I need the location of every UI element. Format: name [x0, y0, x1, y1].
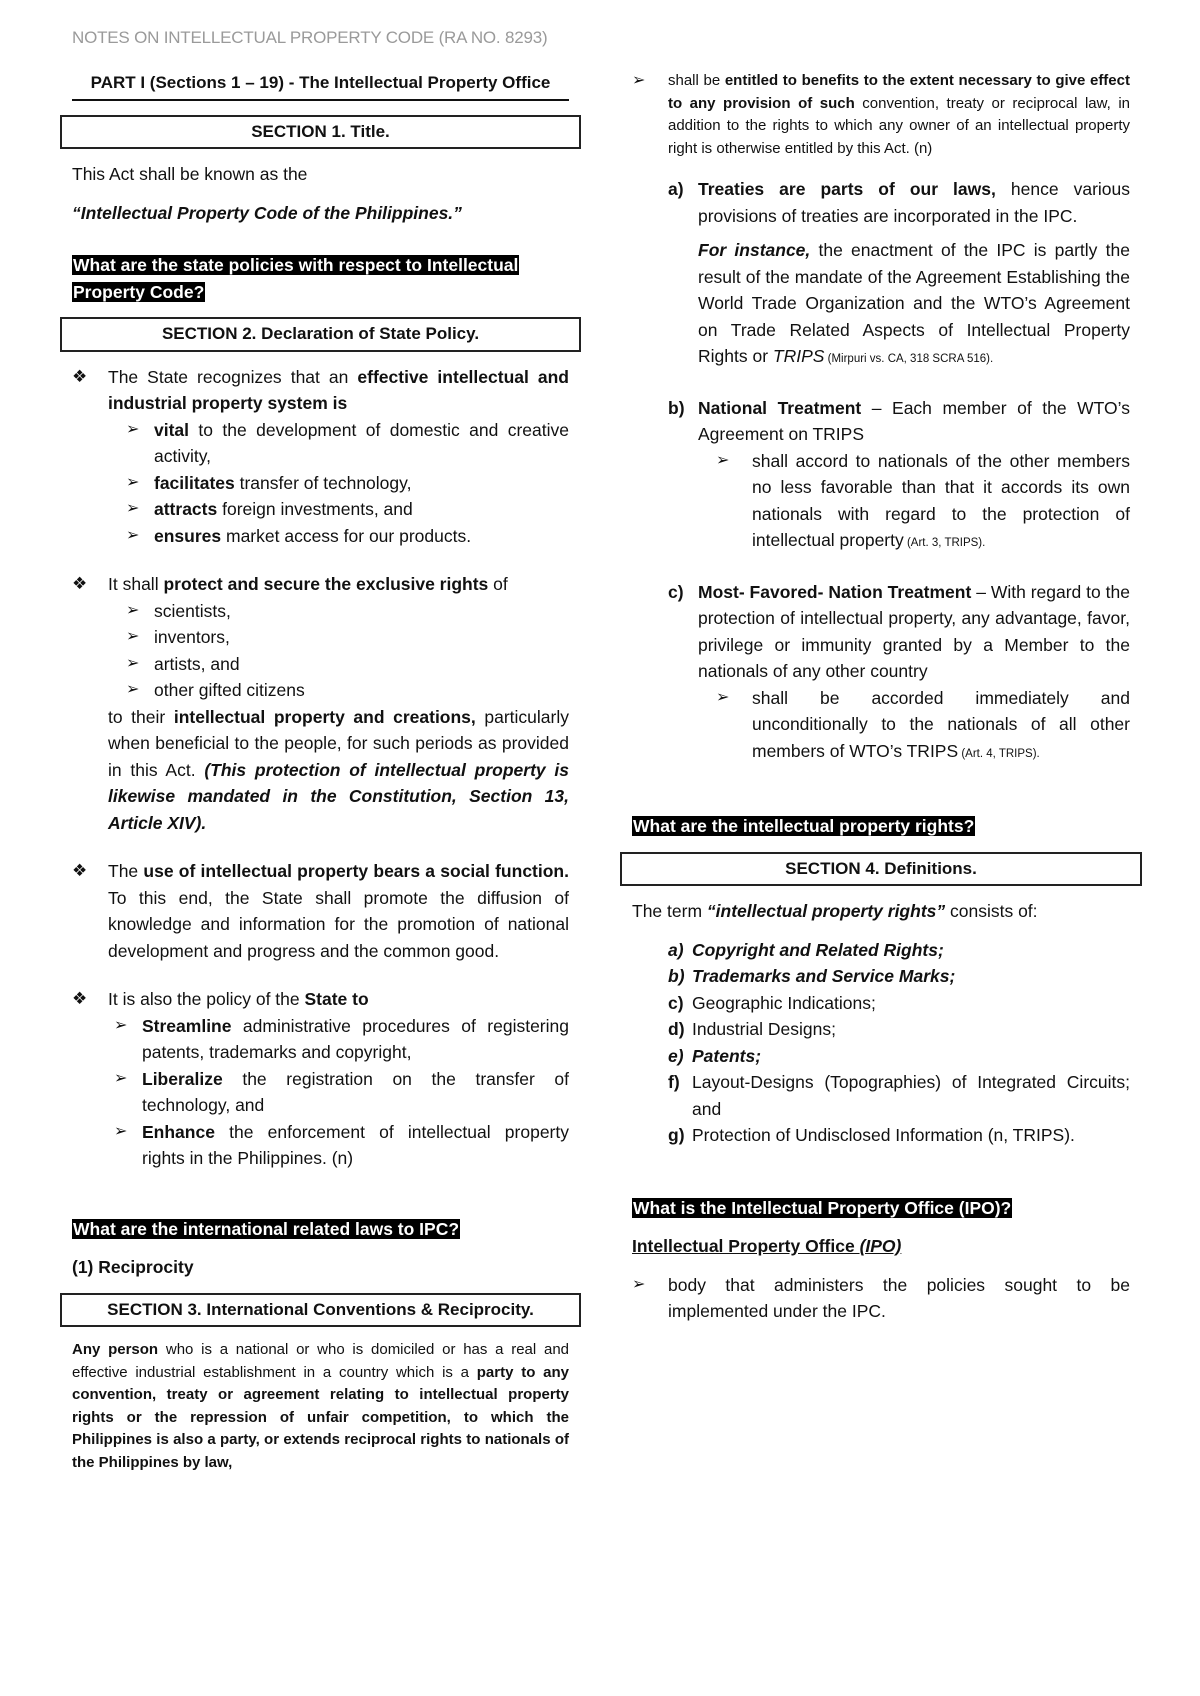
- list-item: d) Industrial Designs;: [668, 1019, 836, 1039]
- list-item: ➢ Streamline administrative procedures of registering patents, trademarks and copyright,: [114, 1013, 569, 1066]
- policy-item: ❖ The use of intellectual property bears a social function. To this end, the State shall promote the diffusion of knowledge and information for the promotion of national development and progress and the common good.: [72, 858, 569, 964]
- arrow-bullet-icon: ➢: [716, 451, 730, 469]
- arrow-bullet-icon: ➢: [632, 72, 646, 89]
- list-item: c) Geographic Indications;: [668, 992, 876, 1013]
- list-item: ➢ body that administers the policies sought to be implemented under the IPC.: [632, 1272, 1130, 1325]
- arrow-bullet-icon: ➢: [114, 1069, 128, 1087]
- arrow-bullet-icon: ➢: [632, 1275, 646, 1293]
- section-1-text: This Act shall be known as the: [72, 164, 308, 184]
- policy-item: ❖ It is also the policy of the State to ➢ Streamline administrative procedures of registering patents, trademarks and copyright, ➢ Liberalize the registration on the transfer of technology, and ➢ Enhance the enforcement of intellectual property rights in the Philippines. (n): [72, 986, 569, 1172]
- list-item: ➢ shall be accorded immediately and unconditionally to the nationals of all other members of WTO’s TRIPS (Art. 4, TRIPS).: [716, 685, 1130, 768]
- list-item: g) Protection of Undisclosed Information (n, TRIPS).: [668, 1125, 1075, 1145]
- list-item: ➢ attracts foreign investments, and: [126, 496, 569, 523]
- ipo-label: Intellectual Property Office (IPO): [632, 1236, 902, 1256]
- list-item: ➢ artists, and: [126, 651, 569, 678]
- question-banner-state-policies: What are the state policies with respect to Intellectual Property Code?: [73, 255, 519, 302]
- state-policy-list: [72, 364, 569, 1172]
- arrow-bullet-icon: ➢: [126, 601, 140, 619]
- arrow-bullet-icon: ➢: [126, 628, 140, 645]
- section-1-title: SECTION 1. Title.: [60, 115, 581, 150]
- question-banner-ipo: What is the Intellectual Property Office (IPO)?: [633, 1197, 1012, 1218]
- section-3-title: SECTION 3. International Conventions & Reciprocity.: [60, 1293, 581, 1328]
- list-item: ➢ Liberalize the registration on the transfer of technology, and: [114, 1066, 569, 1119]
- section-4-text: The term “intellectual property rights” consists of:: [632, 901, 1038, 921]
- section-4-title: SECTION 4. Definitions.: [620, 852, 1142, 887]
- list-item: ➢ other gifted citizens: [126, 677, 569, 704]
- list-item: ➢ scientists,: [126, 598, 569, 625]
- policy-item: ❖ It shall protect and secure the exclusive rights of ➢ scientists, ➢ inventors, ➢ artists, and ➢ other gifted citizens to their intellectual property and creations, particularly when beneficial to the people, for such periods as provided in this Act. (This protection of intellectual property is likewise mandated in the Constitution, Section 13, Article XIV).: [72, 571, 569, 836]
- policy-2-sublist: [126, 598, 569, 704]
- ipo-list: [632, 1272, 1130, 1325]
- list-item: f) Layout-Designs (Topographies) of Integrated Circuits; and: [668, 1072, 1130, 1119]
- arrow-bullet-icon: ➢: [126, 681, 140, 698]
- list-item: b) Trademarks and Service Marks;: [668, 966, 956, 986]
- ip-rights-list: [668, 937, 1130, 1149]
- list-item: e) Patents;: [668, 1045, 762, 1066]
- mfn-sublist: [716, 685, 1130, 768]
- left-column: [72, 70, 569, 1474]
- arrow-bullet-icon: ➢: [126, 473, 140, 491]
- list-item: ➢ shall accord to nationals of the other members no less favorable than that it accords its own nationals with regard to the protection of intellectual property (Art. 3, TRIPS).: [716, 448, 1130, 557]
- section-3-text: Any person who is a national or who is domiciled or has a real and effective industrial establishment in a country which is a party to any convention, treaty or agreement relating to intellectual property rights or the repression of unfair competition, to which the Philippines is also a party, or extends reciprocal rights to nationals of the Philippines by law,: [72, 1341, 570, 1471]
- arrow-bullet-icon: ➢: [114, 1122, 128, 1140]
- question-banner-international-laws: What are the international related laws to IPC?: [73, 1218, 460, 1239]
- list-item: ➢ inventors,: [126, 624, 569, 651]
- part-title: PART I (Sections 1 – 19) - The Intellectual Property Office: [72, 70, 569, 101]
- arrow-bullet-icon: ➢: [126, 654, 140, 672]
- principle-treaties: a) Treaties are parts of our laws, hence various provisions of treaties are incorporated in the IPC. For instance, the enactment of the IPC is partly the result of the mandate of the Agreement Establishing the World Trade Organization and the WTO’s Agreement on Trade Related Aspects of Intellectual Property Rights or TRIPS (Mirpuri vs. CA, 318 SCRA 516).: [668, 179, 1130, 366]
- arrow-bullet-icon: ➢: [126, 526, 140, 544]
- policy-4-sublist: [114, 1013, 569, 1172]
- question-banner-ip-rights: What are the intellectual property rights?: [633, 816, 975, 836]
- list-item: ➢ shall be entitled to benefits to the extent necessary to give effect to any provision of such convention, treaty or reciprocal law, in addition to the rights to which any owner of an intellectual property right is otherwise entitled by this Act. (n): [632, 72, 1130, 157]
- section-2-title: SECTION 2. Declaration of State Policy.: [60, 317, 581, 352]
- list-item: a) Copyright and Related Rights;: [668, 939, 944, 960]
- diamond-bullet-icon: ❖: [72, 861, 88, 880]
- principle-most-favored-nation: c) Most- Favored- Nation Treatment – With regard to the protection of intellectual property, any advantage, favor, privilege or immunity granted by a Member to the nationals of any other country ➢ shall be accorded immediately and unconditionally to the nationals of all other members of WTO’s TRIPS (Art. 4, TRIPS).: [668, 579, 1130, 768]
- national-treatment-sublist: [716, 448, 1130, 557]
- arrow-bullet-icon: ➢: [126, 420, 140, 438]
- list-item: ➢ facilitates transfer of technology,: [126, 470, 569, 497]
- list-item: ➢ Enhance the enforcement of intellectual property rights in the Philippines. (n): [114, 1119, 569, 1172]
- arrow-bullet-icon: ➢: [126, 500, 140, 517]
- reciprocity-label: (1) Reciprocity: [72, 1257, 194, 1277]
- arrow-bullet-icon: ➢: [716, 688, 730, 706]
- diamond-bullet-icon: ❖: [72, 574, 88, 593]
- list-item: ➢ ensures market access for our products.: [126, 523, 569, 550]
- policy-item: ❖ The State recognizes that an effective intellectual and industrial property system is ➢ vital to the development of domestic and creative activity, ➢ facilitates transfer of technology, ➢ attracts foreign investments, and ➢ ensures market access for our products.: [72, 364, 569, 550]
- arrow-bullet-icon: ➢: [114, 1016, 128, 1034]
- code-name: “Intellectual Property Code of the Philippines.”: [72, 202, 462, 223]
- diamond-bullet-icon: ❖: [72, 989, 88, 1008]
- diamond-bullet-icon: ❖: [72, 366, 88, 386]
- section-3-continuation: [632, 70, 1130, 160]
- list-item: ➢ vital to the development of domestic and creative activity,: [126, 417, 569, 470]
- policy-2-continuation: to their intellectual property and creations, particularly when beneficial to the people, for such periods as provided in this Act. (This protection of intellectual property is likewise mandated in the Constitution, Section 13, Article XIV).: [108, 706, 569, 833]
- page-header: NOTES ON INTELLECTUAL PROPERTY CODE (RA NO. 8293): [72, 28, 548, 47]
- right-column: [632, 70, 1130, 1325]
- policy-1-sublist: [126, 417, 569, 550]
- principle-national-treatment: b) National Treatment – Each member of the WTO’s Agreement on TRIPS ➢ shall accord to nationals of the other members no less favorable than that it accords its own nationals with regard to the protection of intellectual property (Art. 3, TRIPS).: [668, 395, 1130, 557]
- international-principles-list: [668, 176, 1130, 767]
